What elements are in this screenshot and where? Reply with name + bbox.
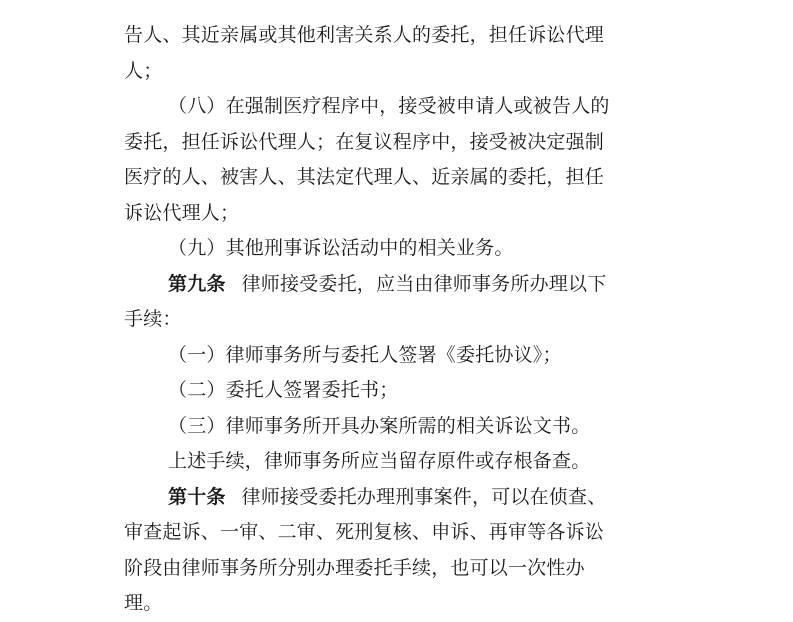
text-line-1 — [124, 18, 684, 54]
article-10 — [124, 480, 684, 516]
line-text: 阶段由律师事务所分别办理委托手续，也可以一次性办 — [124, 556, 585, 579]
line-text: 委托，担任诉讼代理人；在复议程序中，接受被决定强制 — [124, 130, 605, 153]
line-text: 医疗的人、被害人、其法定代理人、近亲属的委托，担任 — [124, 166, 605, 188]
line-text: （一）律师事务所与委托人签署《委托协议》； — [168, 343, 562, 366]
text-line-5 — [124, 160, 684, 196]
line-text: 上述手续，律师事务所应当留存原件或存根备查。 — [168, 450, 591, 472]
article-9-title: 第九条 — [168, 272, 226, 295]
clause-8 — [124, 89, 684, 125]
item-3 — [124, 409, 684, 445]
line-text: 审查起诉、一审、二审、死刑复核、申诉、再审等各诉讼 — [124, 521, 605, 543]
line-text: （九）其他刑事诉讼活动中的相关业务。 — [168, 237, 514, 259]
procedure-note — [124, 444, 684, 480]
line-text: 手续： — [124, 308, 182, 330]
line-text: 律师接受委托，应当由律师事务所办理以下 — [241, 272, 607, 295]
text-line-15 — [124, 515, 684, 551]
line-text: 律师接受委托办理刑事案件，可以在侦查、 — [241, 485, 607, 508]
line-text: 人； — [124, 59, 163, 82]
article-9 — [124, 267, 684, 303]
item-2 — [124, 373, 684, 409]
line-text: 理。 — [124, 592, 163, 614]
text-line-9 — [124, 302, 684, 338]
text-line-4 — [124, 125, 684, 161]
text-line-17 — [124, 586, 684, 622]
line-text: （二）委托人签署委托书； — [168, 379, 399, 401]
item-1 — [124, 338, 684, 374]
line-text: 告人、其近亲属或其他利害关系人的委托，担任诉讼代理 — [124, 24, 605, 46]
line-text: （八）在强制医疗程序中，接受被申请人或被告人的 — [168, 95, 610, 117]
article-10-title: 第十条 — [168, 485, 226, 508]
line-text: 诉讼代理人； — [124, 201, 240, 224]
text-line-6 — [124, 196, 684, 232]
text-line-2 — [124, 54, 684, 90]
text-line-16 — [124, 551, 684, 587]
document-page — [124, 18, 684, 622]
line-text: （三）律师事务所开具办案所需的相关诉讼文书。 — [168, 414, 591, 437]
clause-9 — [124, 231, 684, 267]
